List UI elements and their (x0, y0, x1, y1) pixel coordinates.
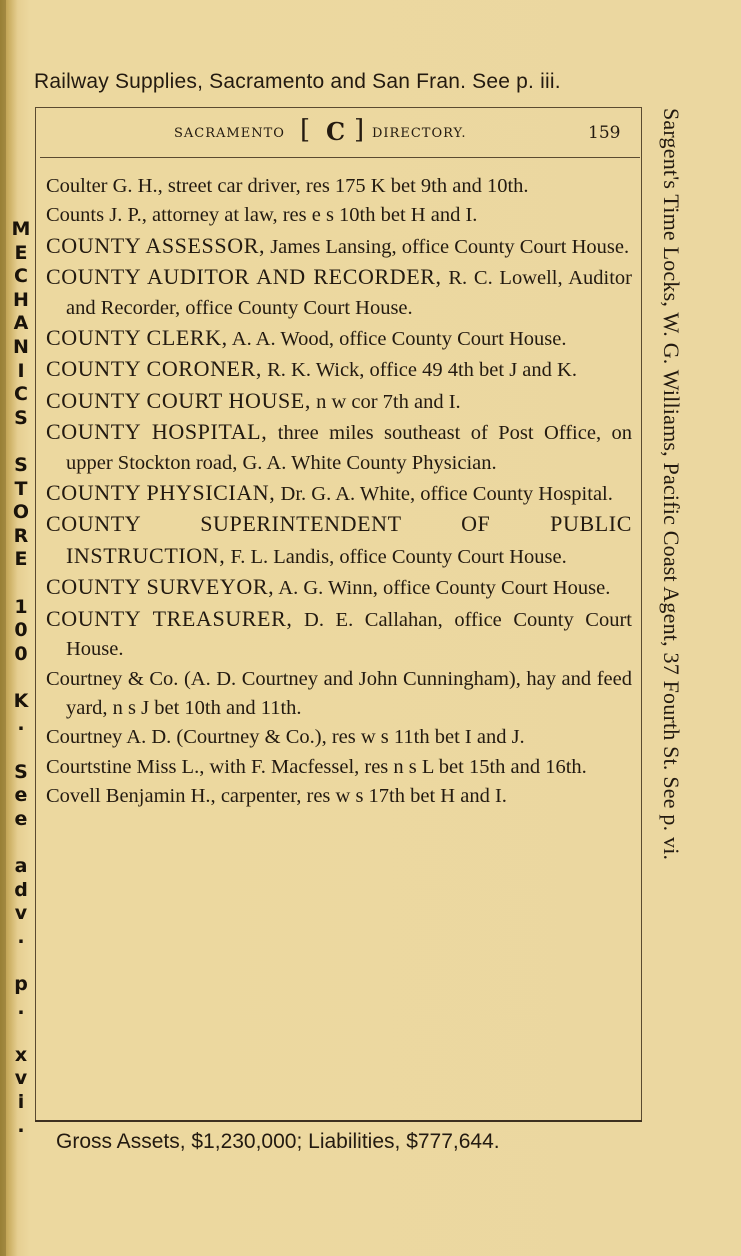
entry-details: R. K. Wick, office 49 4th bet J and K. (261, 359, 577, 382)
left-margin-char: v (14, 1067, 28, 1090)
right-margin-advert-text: Sargent's Time Locks, W. G. Williams, Pacific Coast Agent, 37 Fourth St. See p. vi. (659, 108, 684, 861)
left-margin-char (8, 949, 34, 973)
directory-entry (46, 572, 632, 603)
entry-details: carpenter, res w s 17th bet H and I. (215, 785, 507, 808)
entry-name: Courtney A. D. (46, 726, 172, 749)
directory-entry (46, 323, 632, 354)
entry-details: (A. D. Courtney and John Cunningham), hay and feed yard, n s J bet 10th and 11th. (66, 667, 632, 719)
left-margin-char: R (13, 524, 29, 547)
left-margin-char: O (12, 501, 30, 524)
left-margin-char: d (14, 878, 28, 901)
left-margin-char (8, 831, 34, 855)
directory-entry (46, 417, 632, 478)
left-margin-char: v (14, 902, 28, 925)
running-head-city: SACRAMENTO (174, 126, 285, 141)
directory-entry (46, 782, 632, 811)
entry-name: COUNTY PHYSICIAN, (46, 480, 276, 506)
left-margin-char: p (14, 973, 28, 995)
directory-entry (46, 753, 632, 782)
entry-name: COUNTY CLERK, (46, 325, 228, 351)
left-margin-char: 1 (14, 595, 28, 618)
directory-entry (46, 172, 632, 201)
top-advert-banner: Railway Supplies, Sacramento and San Fran. See p. iii. (34, 70, 561, 93)
left-margin-char: 0 (14, 642, 28, 665)
entry-name: Counts J. P., (46, 204, 147, 227)
entry-name: COUNTY HOSPITAL, (46, 419, 268, 445)
entry-details: n w cor 7th and I. (310, 390, 461, 413)
left-margin-char: . (17, 925, 25, 948)
entry-details: F. L. Landis, office County Court House. (225, 545, 567, 568)
left-margin-char: T (14, 477, 28, 500)
left-margin-char (8, 737, 34, 761)
left-margin-char: . (17, 713, 25, 736)
directory-entry (46, 478, 632, 509)
running-head-bracket-close: ] (354, 115, 365, 145)
entry-details: (Courtney & Co.), res w s 11th bet I and J. (171, 726, 525, 749)
frame-rule-top (35, 107, 641, 108)
entry-name: COUNTY COURT HOUSE, (46, 387, 311, 413)
left-margin-char (8, 572, 34, 596)
left-margin-char: S (14, 406, 28, 429)
left-margin-char: C (14, 265, 28, 288)
left-margin-char: e (14, 784, 28, 807)
running-head (36, 115, 640, 155)
running-head-title: DIRECTORY. (372, 126, 467, 141)
entry-details: attorney at law, res e s 10th bet H and I. (146, 204, 478, 227)
page-spine-shadow (0, 0, 6, 1256)
directory-entry (46, 665, 632, 724)
frame-rule-left (35, 107, 36, 1120)
directory-entry (46, 604, 632, 665)
left-margin-char: C (14, 383, 28, 406)
entry-name: Courtstine Miss L., (46, 755, 205, 778)
directory-entry (46, 386, 632, 417)
directory-entry (46, 201, 632, 230)
left-margin-char (8, 430, 34, 454)
left-margin-char: i (17, 1090, 25, 1113)
left-margin-char: E (14, 241, 28, 264)
entry-details: three miles southeast of Post Office, on upper Stockton road, G. A. White County Physician. (66, 422, 632, 474)
left-margin-char: S (14, 760, 28, 783)
left-margin-advert (8, 218, 34, 1138)
left-margin-char: E (14, 548, 28, 571)
right-margin-advert (648, 108, 694, 1128)
left-margin-char: N (13, 335, 29, 358)
left-margin-char: 0 (14, 619, 28, 642)
entry-details: with F. Macfessel, res n s L bet 15th and 16th. (204, 755, 587, 778)
running-head-bracket-open: [ (300, 115, 311, 145)
entry-name: COUNTY SUPERINTENDENT OF PUBLIC INSTRUCTION, (46, 511, 632, 568)
left-margin-char: e (14, 807, 28, 830)
left-margin-char (8, 666, 34, 690)
left-margin-char (8, 1020, 34, 1044)
running-head-rule (40, 157, 640, 158)
entry-name: Covell Benjamin H., (46, 785, 216, 808)
entry-details: street car driver, res 175 K bet 9th and 10th. (162, 175, 529, 197)
entry-details: R. C. Lowell, Auditor and Recorder, office County Court House. (66, 267, 632, 319)
frame-rule-bottom (35, 1120, 642, 1122)
entry-name: Coulter G. H., (46, 175, 163, 197)
directory-entry (46, 509, 632, 572)
entry-details: James Lansing, office County Court House. (265, 235, 630, 258)
left-margin-char: H (13, 288, 29, 311)
left-margin-char: I (17, 359, 25, 382)
entry-name: COUNTY AUDITOR AND RECORDER, (46, 264, 442, 290)
left-margin-char: S (14, 453, 28, 476)
entry-details: Dr. G. A. White, office County Hospital. (275, 483, 613, 506)
directory-entry (46, 231, 632, 262)
entry-details: A. G. Winn, office County Court House. (274, 577, 611, 600)
directory-entry (46, 354, 632, 385)
entry-name: COUNTY CORONER, (46, 356, 262, 382)
entry-name: Courtney & Co. (46, 667, 179, 690)
running-head-letter: C (326, 117, 346, 146)
left-margin-char: a (14, 855, 28, 878)
bottom-advert-banner: Gross Assets, $1,230,000; Liabilities, $777,644. (56, 1130, 500, 1153)
entry-name: COUNTY SURVEYOR, (46, 574, 275, 600)
left-margin-char: . (17, 996, 25, 1019)
left-margin-char: A (13, 312, 29, 335)
left-margin-char: M (11, 218, 31, 240)
directory-entry (46, 262, 632, 323)
left-margin-char: x (14, 1043, 28, 1066)
page-number: 159 (588, 123, 621, 143)
entry-name: COUNTY ASSESSOR, (46, 232, 266, 258)
entry-name: COUNTY TREASURER, (46, 605, 293, 631)
directory-entry (46, 723, 632, 752)
entry-details: A. A. Wood, office County Court House. (227, 328, 567, 351)
left-margin-char: . (17, 1114, 25, 1137)
frame-rule-right (641, 107, 642, 1120)
left-margin-char: K (13, 689, 29, 712)
entry-details: D. E. Callahan, office County Court House. (66, 608, 632, 661)
directory-entries (46, 172, 632, 812)
